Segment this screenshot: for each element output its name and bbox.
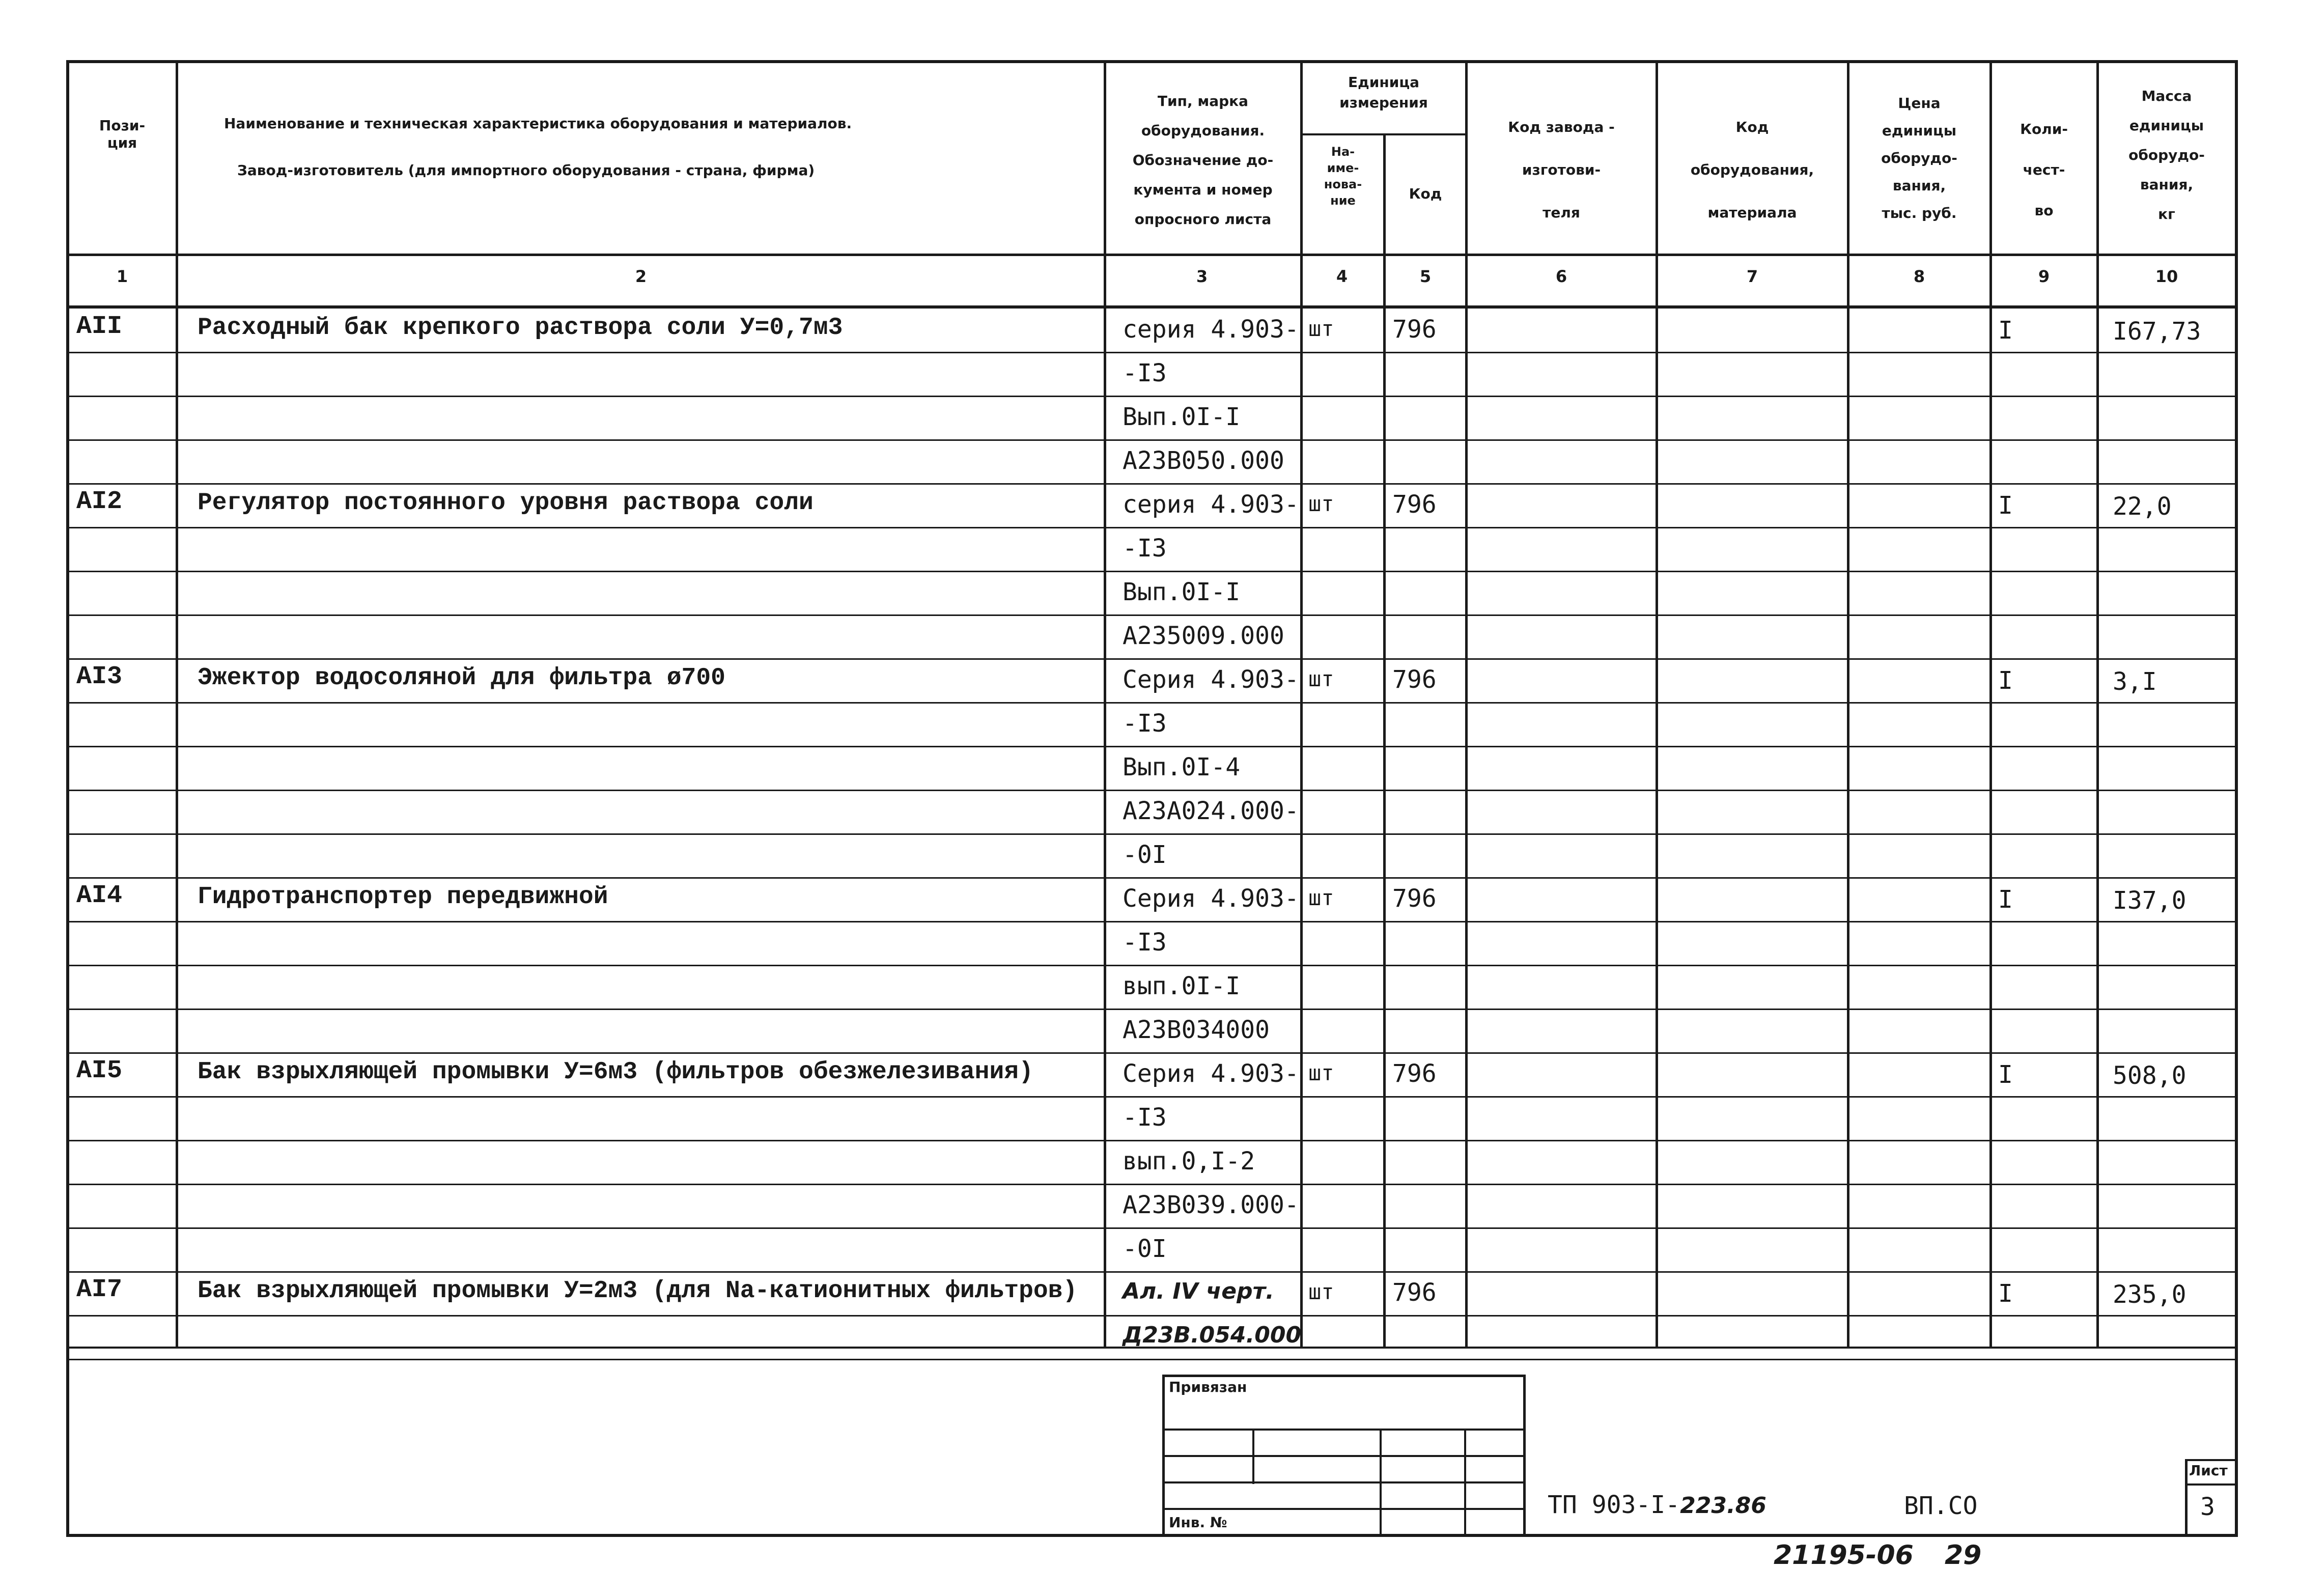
position-code: AII — [76, 312, 123, 341]
unit-code: 796 — [1392, 1278, 1437, 1307]
sheet-label: Лист — [2189, 1462, 2228, 1479]
col-line-8 — [1989, 60, 1992, 1349]
header-equipment-code: Код оборудования, материала — [1690, 119, 1814, 221]
type-designation-line: А235009.000 — [1123, 622, 1284, 650]
row-subline-rule — [66, 1315, 2238, 1317]
type-designation-line: -I3 — [1123, 359, 1167, 387]
sheet-box-top — [2185, 1459, 2238, 1461]
quantity: I — [1998, 491, 2013, 520]
position-code: AI4 — [76, 881, 123, 910]
header-unit-code: Код — [1409, 185, 1442, 202]
column-number-1: 1 — [116, 267, 128, 286]
row-subline-rule — [66, 396, 2238, 397]
row-subline-rule — [66, 921, 2238, 922]
column-number-9: 9 — [2038, 267, 2050, 286]
row-subline-rule — [66, 1140, 2238, 1141]
stamp-rule-2 — [1162, 1455, 1525, 1457]
quantity: I — [1998, 885, 2013, 914]
stamp-rule-3 — [1162, 1481, 1525, 1483]
col-line-5 — [1465, 60, 1468, 1349]
item-name: Бак взрыхляющей промывки У=6м3 (фильтров обезжелезивания) — [198, 1058, 1033, 1086]
col-line-6 — [1656, 60, 1658, 1349]
row-subline-rule — [66, 1096, 2238, 1098]
unit-code: 796 — [1392, 665, 1437, 694]
unit-mass: 3,I — [2113, 667, 2157, 696]
type-designation-line: серия 4.903- — [1123, 490, 1299, 519]
col-line-9 — [2096, 60, 2099, 1349]
col-line-7 — [1847, 60, 1849, 1349]
header-type: Тип, марка оборудования. Обозначение до- кумента и номер опросного листа — [1132, 93, 1274, 228]
position-code: AI3 — [76, 662, 123, 691]
unit-mass: I37,0 — [2113, 886, 2186, 915]
frame-right — [2235, 60, 2238, 1537]
unit-name: шт — [1308, 885, 1334, 910]
row-end-rule — [66, 1052, 2238, 1054]
header-unit-name: На- име- нова- ние — [1324, 145, 1362, 208]
stamp-inv-number: Инв. № — [1169, 1514, 1227, 1531]
position-code: AI5 — [76, 1056, 123, 1085]
type-designation-line: Вып.0I-4 — [1123, 753, 1241, 781]
column-number-2: 2 — [635, 267, 647, 286]
row-subline-rule — [66, 439, 2238, 441]
stamp-left — [1162, 1375, 1165, 1537]
unit-mass: I67,73 — [2113, 317, 2201, 346]
header-bottom-rule — [66, 254, 2238, 256]
unit-code: 796 — [1392, 490, 1437, 519]
row-subline-rule — [66, 527, 2238, 528]
unit-mass: 508,0 — [2113, 1061, 2186, 1090]
column-number-6: 6 — [1555, 267, 1567, 286]
row-subline-rule — [66, 1227, 2238, 1229]
row-end-rule — [66, 483, 2238, 485]
stamp-col-3 — [1464, 1429, 1466, 1537]
unit-mass: 235,0 — [2113, 1280, 2186, 1309]
type-designation-line: А23В050.000 — [1123, 446, 1284, 475]
header-mass: Масса единицы оборудо- вания, кг — [2128, 88, 2205, 222]
unit-code: 796 — [1392, 315, 1437, 344]
sheet-box-left — [2185, 1459, 2188, 1537]
unit-name: шт — [1308, 1060, 1334, 1085]
type-designation-line: вып.0,I-2 — [1123, 1147, 1255, 1175]
stamp-col-1 — [1252, 1429, 1254, 1484]
header-name-line1: Наименование и техническая характеристика оборудования и материалов. — [224, 115, 852, 132]
item-name: Гидротранспортер передвижной — [198, 883, 608, 911]
column-number-5: 5 — [1419, 267, 1432, 286]
quantity: I — [1998, 666, 2013, 695]
type-designation-line: -I3 — [1123, 928, 1167, 957]
row-subline-rule — [66, 1184, 2238, 1185]
col-line-4 — [1383, 133, 1386, 1349]
type-designation-line: Серия 4.903- — [1123, 665, 1299, 694]
row-subline-rule — [66, 790, 2238, 791]
type-designation-line: -0I — [1123, 841, 1167, 869]
position-code: AI2 — [76, 487, 123, 516]
type-designation-line: -I3 — [1123, 1103, 1167, 1132]
row-subline-rule — [66, 965, 2238, 966]
frame-left — [66, 60, 69, 1537]
stamp-right — [1523, 1375, 1526, 1537]
row-subline-rule — [66, 833, 2238, 835]
unit-code: 796 — [1392, 1059, 1437, 1088]
header-unit-group: Единица измерения — [1339, 74, 1428, 111]
document-section: ВП.СО — [1904, 1492, 1978, 1520]
column-number-7: 7 — [1746, 267, 1758, 286]
column-number-10: 10 — [2155, 267, 2178, 286]
header-quantity: Коли- чест- во — [2020, 121, 2068, 219]
type-designation-line: Вып.0I-I — [1123, 403, 1241, 431]
frame-bottom — [66, 1534, 2238, 1537]
row-end-rule — [66, 658, 2238, 660]
sheet-number: 3 — [2200, 1493, 2215, 1521]
column-numbers-bottom-rule — [66, 305, 2238, 309]
type-designation-line: -0I — [1123, 1235, 1167, 1263]
row-end-rule — [66, 1359, 2238, 1360]
row-subline-rule — [66, 746, 2238, 747]
header-name-line2: Завод-изготовитель (для импортного оборудования - страна, фирма) — [237, 162, 815, 179]
column-number-8: 8 — [1913, 267, 1925, 286]
type-designation-line: Серия 4.903- — [1123, 1059, 1299, 1088]
header-maker-code: Код завода - изготови- теля — [1508, 119, 1615, 221]
unit-code: 796 — [1392, 884, 1437, 913]
row-end-rule — [66, 1271, 2238, 1273]
type-designation-line: Д23В.054.000 — [1123, 1322, 1302, 1348]
archive-number: 21195-06 — [1774, 1540, 1914, 1571]
item-name: Эжектор водосоляной для фильтра ø700 — [198, 664, 725, 692]
row-end-rule — [66, 877, 2238, 879]
item-name: Расходный бак крепкого раствора соли У=0,7м3 — [198, 314, 843, 342]
row-subline-rule — [66, 702, 2238, 704]
archive-page: 29 — [1945, 1540, 1982, 1571]
row-subline-rule — [66, 1009, 2238, 1010]
item-name: Регулятор постоянного уровня раствора соли — [198, 489, 814, 517]
quantity: I — [1998, 1279, 2013, 1308]
stamp-rule-4 — [1162, 1508, 1525, 1510]
quantity: I — [1998, 316, 2013, 345]
stamp-rule-1 — [1162, 1429, 1525, 1431]
col-line-3 — [1300, 60, 1303, 1349]
col-line-1 — [176, 60, 178, 1349]
type-designation-line: вып.0I-I — [1123, 972, 1241, 1000]
type-designation-line: Серия 4.903- — [1123, 884, 1299, 913]
type-designation-line: А23В034000 — [1123, 1016, 1270, 1044]
type-designation-line: А23В039.000- — [1123, 1191, 1299, 1219]
col-line-2 — [1104, 60, 1106, 1349]
row-subline-rule — [66, 614, 2238, 616]
row-subline-rule — [66, 571, 2238, 572]
header-position: Пози- ция — [99, 117, 146, 151]
column-number-3: 3 — [1196, 267, 1208, 286]
unit-mass: 22,0 — [2113, 492, 2172, 521]
stamp-col-2 — [1380, 1429, 1382, 1537]
frame-top — [66, 60, 2238, 63]
header-price: Цена единицы оборудо- вания, тыс. руб. — [1881, 95, 1957, 221]
stamp-top — [1162, 1375, 1525, 1377]
row-subline-rule — [66, 352, 2238, 353]
unit-name: шт — [1308, 1279, 1334, 1304]
type-designation-line: А23А024.000- — [1123, 797, 1299, 825]
type-designation-line: Ал. IV черт. — [1123, 1278, 1274, 1304]
type-designation-line: -I3 — [1123, 709, 1167, 738]
item-name: Бак взрыхляющей промывки У=2м3 (для Na-катионитных фильтров) — [198, 1277, 1078, 1305]
document-code: ТП 903-I-223.86 — [1548, 1491, 1767, 1519]
unit-name: шт — [1308, 666, 1334, 691]
type-designation-line: -I3 — [1123, 534, 1167, 563]
type-designation-line: Вып.0I-I — [1123, 578, 1241, 606]
position-code: AI7 — [76, 1275, 123, 1304]
quantity: I — [1998, 1060, 2013, 1089]
type-designation-line: серия 4.903- — [1123, 315, 1299, 344]
unit-name: шт — [1308, 491, 1334, 516]
column-number-4: 4 — [1336, 267, 1348, 286]
unit-name: шт — [1308, 316, 1334, 341]
stamp-privyazan: Привязан — [1169, 1379, 1247, 1395]
sheet-box-mid — [2185, 1483, 2238, 1486]
